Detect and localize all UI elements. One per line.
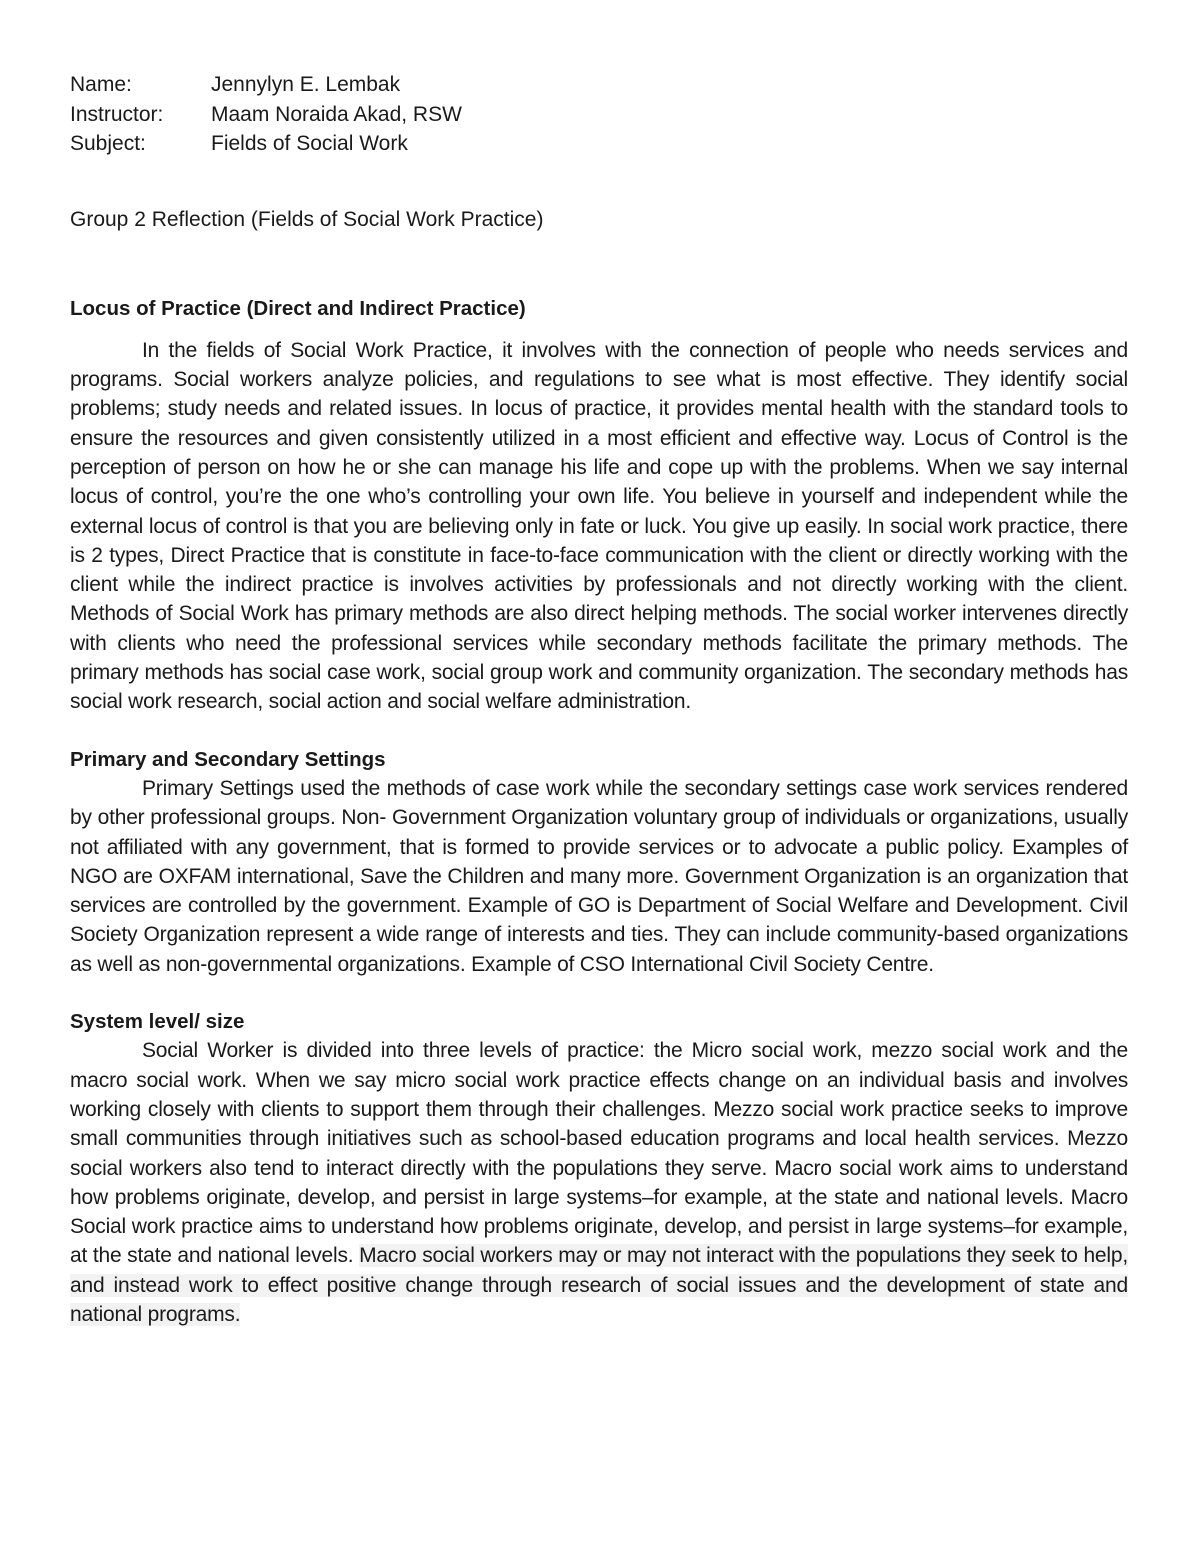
reflection-title: Group 2 Reflection (Fields of Social Work Practice) <box>70 207 544 231</box>
header-info <box>70 70 1128 159</box>
section-heading-system-level: System level/ size <box>70 1010 245 1034</box>
section-body-system-level <box>70 1036 1128 1329</box>
instructor-value: Maam Noraida Akad, RSW <box>211 102 462 126</box>
highlighted-text: Macro social workers may or may not interact with the populations they seek to help, and instead work to effect positive change through research of social issues and the development of state and national programs. <box>70 1244 1128 1326</box>
instructor-label: Instructor: <box>70 102 164 126</box>
instructor-row <box>70 100 1128 130</box>
section-body-primary-secondary-settings: Primary Settings used the methods of case work while the secondary settings case work services rendered by other professional groups. Non- Government Organization voluntary group of individuals or organizations, usually not affiliated with any government, that is formed to provide services or to advocate a public policy. Examples of NGO are OXFAM international, Save the Children and many more. Government Organization is an organization that services are controlled by the government. Example of GO is Department of Social Welfare and Development. Civil Society Organization represent a wide range of interests and ties. They can include community-based organizations as well as non-governmental organizations. Example of CSO International Civil Society Centre. <box>70 776 1128 976</box>
section-heading-locus-of-practice: Locus of Practice (Direct and Indirect Practice) <box>70 296 526 320</box>
name-label: Name: <box>70 73 132 96</box>
section-body-locus-of-practice: In the fields of Social Work Practice, it involves with the connection of people who needs services and programs. Social workers analyze policies, and regulations to see what is most effective. They identify social problems; study needs and related issues. In locus of practice, it provides mental health with the standard tools to ensure the resources and given consistently utilized in a most efficient and effective way. Locus of Control is the perception of person on how he or she can manage his life and cope up with the problems. When we say internal locus of control, you’re the one who’s controlling your own life. You believe in yourself and independent while the external locus of control is that you are believing only in fate or luck. You give up easily. In social work practice, there is 2 types, Direct Practice that is constitute in face-to-face communication with the client or directly working with the client while the indirect practice is involves activities by professionals and not directly working with the client. Methods of Social Work has primary methods are also direct helping methods. The social worker intervenes directly with clients who need the professional services while secondary methods facilitate the primary methods. The primary methods has social case work, social group work and community organization. The secondary methods has social work research, social action and social welfare administration. <box>70 338 1128 714</box>
system-level-body-text: Social Worker is divided into three levels of practice: the Micro social work, mezzo social work and the macro social work. When we say micro social work practice effects change on an individual basis and involves working closely with clients to support them through their challenges. Mezzo social work practice seeks to improve small communities through initiatives such as school-based education programs and local health services. Mezzo social workers also tend to interact directly with the populations they serve. Macro social work aims to understand how problems originate, develop, and persist in large systems–for example, at the state and national levels. Macro Social work practice aims to understand how problems originate, develop, and persist in large systems–for example, at the state and national levels. <box>70 1039 1128 1268</box>
subject-label: Subject: <box>70 132 146 155</box>
document-page <box>70 70 1128 1329</box>
name-value: Jennylyn E. Lembak <box>211 73 401 96</box>
section-heading-primary-secondary-settings: Primary and Secondary Settings <box>70 747 386 771</box>
subject-value: Fields of Social Work <box>211 132 408 155</box>
name-row <box>70 70 1128 100</box>
subject-row <box>70 129 1128 159</box>
